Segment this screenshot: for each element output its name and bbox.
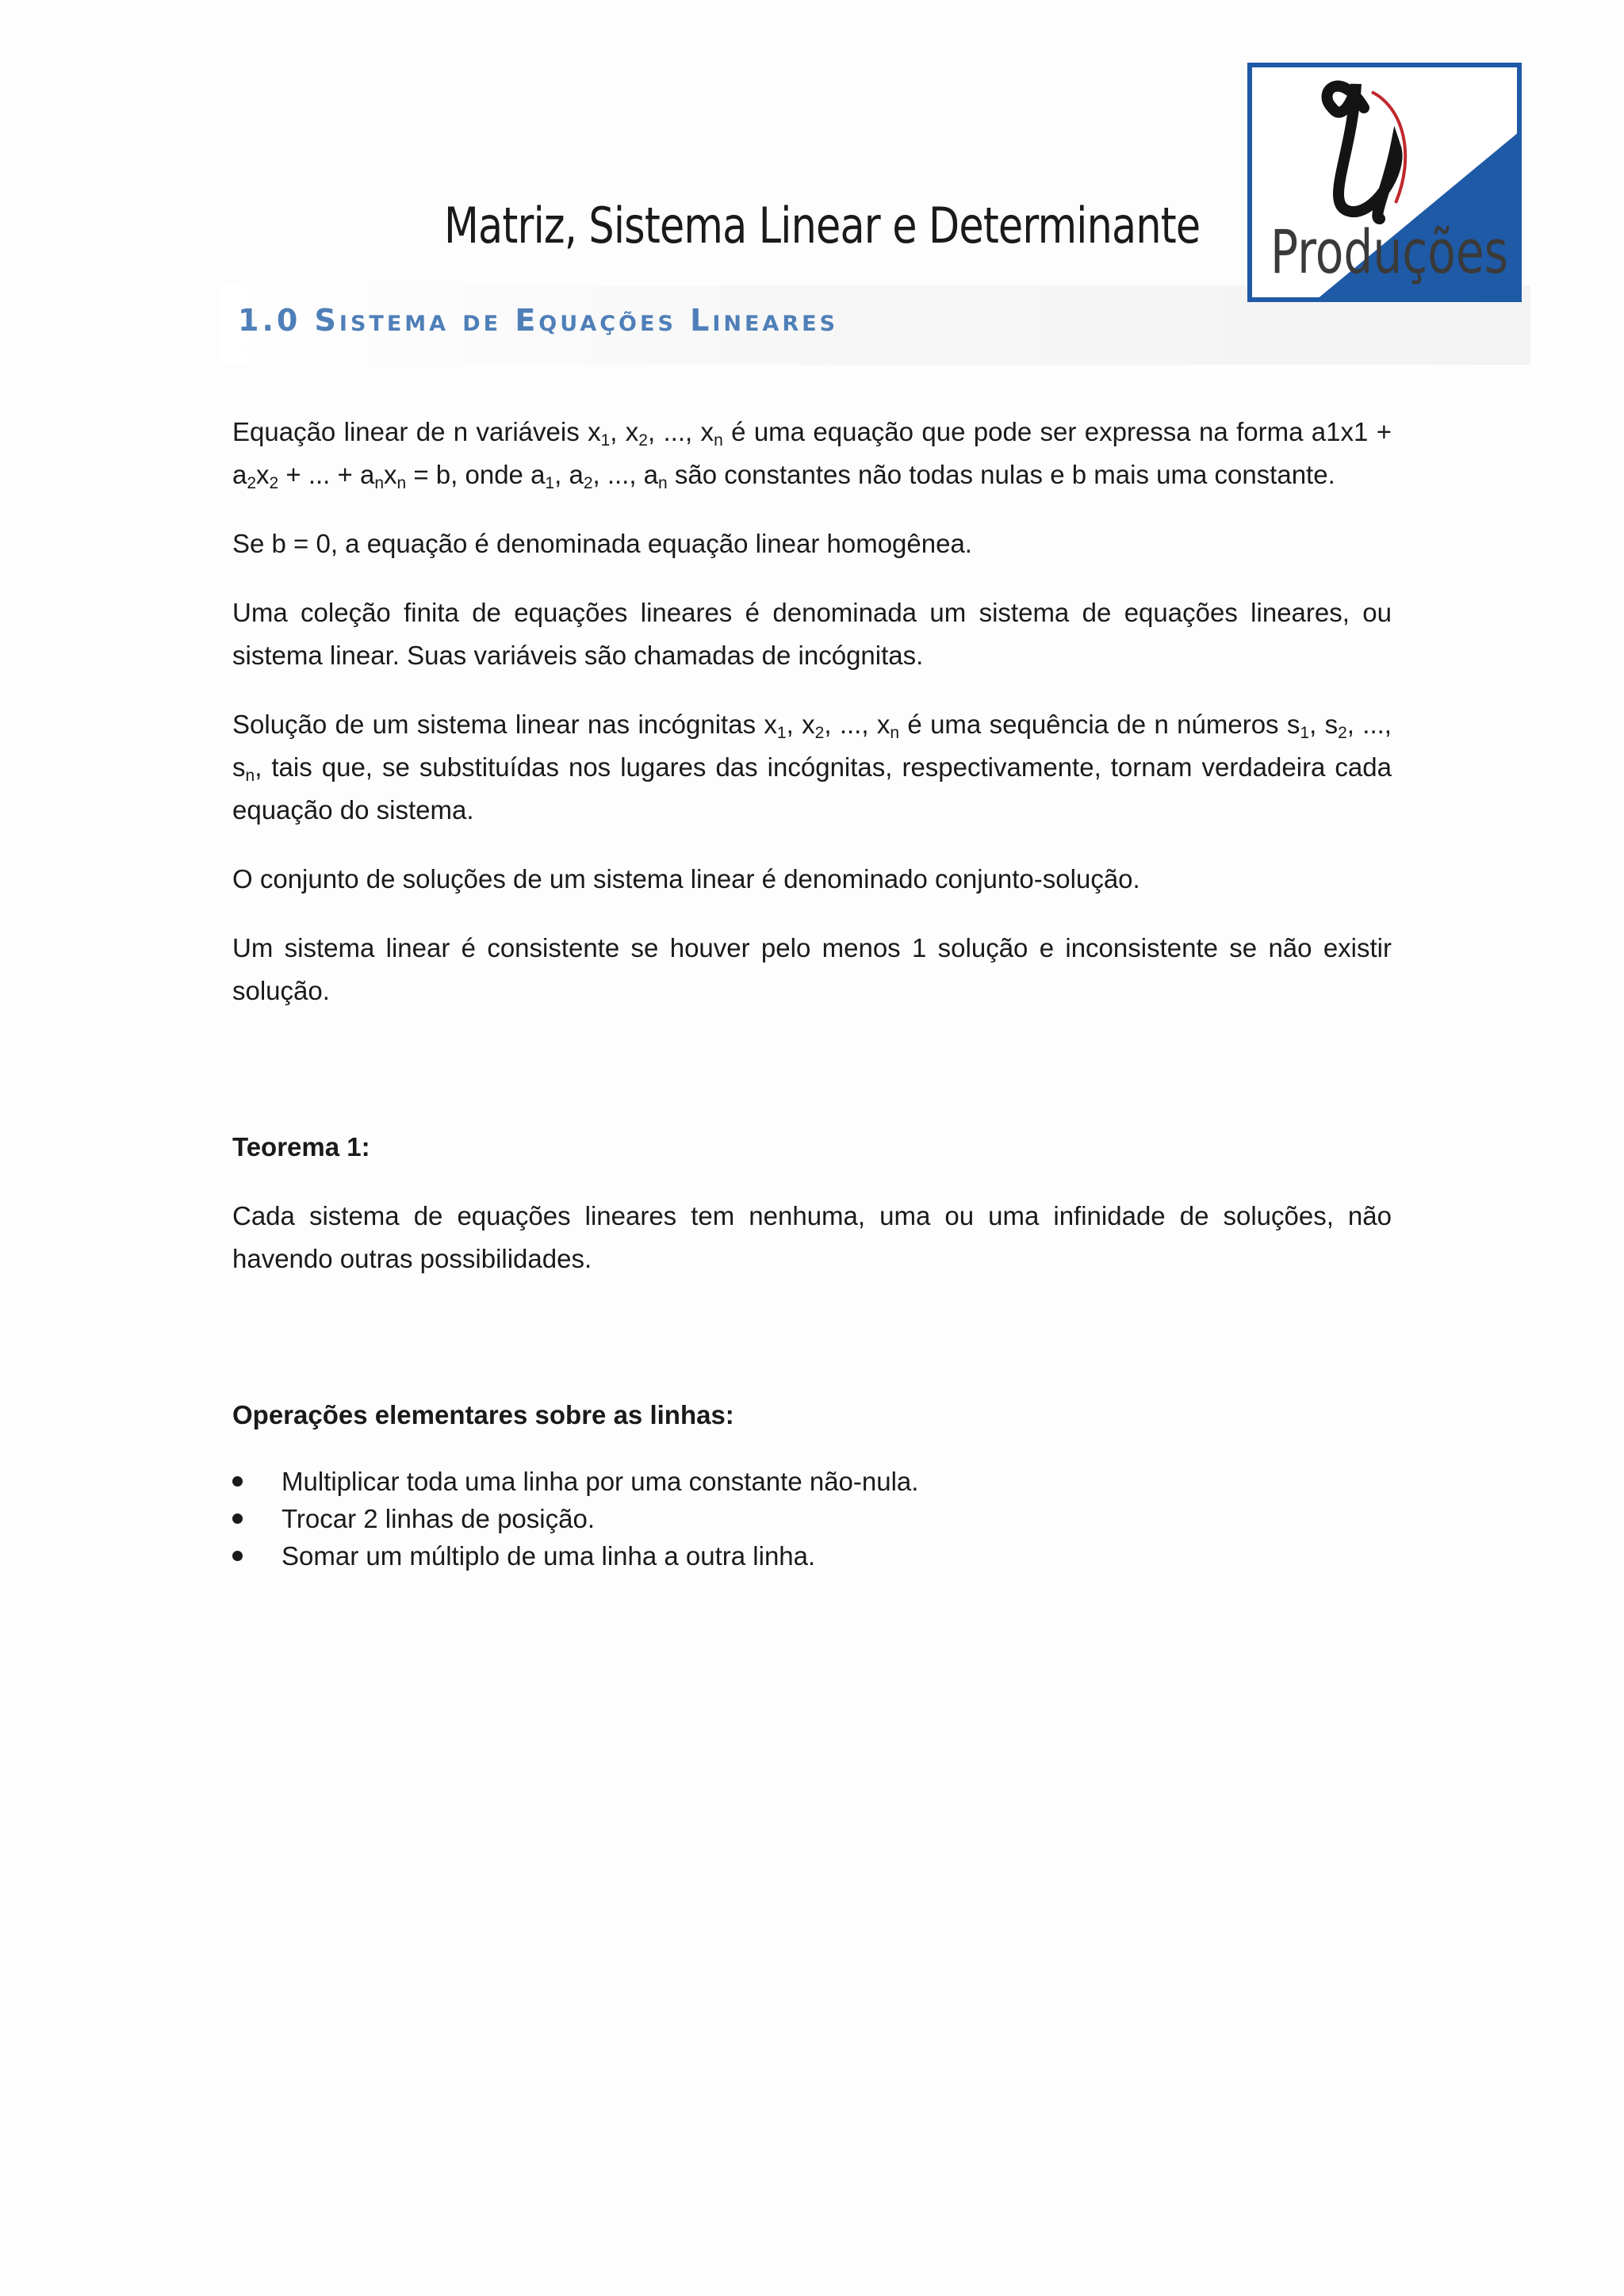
paragraph-homogeneous: Se b = 0, a equação é denominada equação linear homogênea.	[232, 529, 972, 558]
bullet-icon	[232, 1513, 243, 1524]
section-heading: 1.0 Sistema de Equações Lineares	[238, 303, 839, 338]
paragraph-system-definition: Uma coleção finita de equações lineares é denominada um sistema de equações lineares, ou sistema linear. Suas variáveis são chamadas de incógnitas.	[232, 598, 1392, 670]
list-item: Multiplicar toda uma linha por uma constante não-nula.	[232, 1463, 1392, 1500]
operations-list	[232, 1463, 1392, 1575]
logo-text: Produções	[1270, 216, 1508, 287]
theorem-text: Cada sistema de equações lineares tem nenhuma, uma ou uma infinidade de soluções, não havendo outras possibilidades.	[232, 1201, 1392, 1273]
producoes-logo	[1245, 60, 1524, 304]
paragraph-solution-set: O conjunto de soluções de um sistema linear é denominado conjunto-solução.	[232, 864, 1140, 894]
paragraph-consistency: Um sistema linear é consistente se houver pelo menos 1 solução e inconsistente se não existir solução.	[232, 933, 1392, 1005]
bullet-icon	[232, 1476, 243, 1487]
document-title: Matriz, Sistema Linear e Determinante	[444, 197, 1201, 254]
bullet-icon	[232, 1551, 243, 1561]
paragraph-linear-equation: Equação linear de n variáveis $x_1$, $x_2$, ..., $x_n$ é uma equação que pode ser expressa na forma $a1x1 + a_2x_2$ + ... + $a_nx_n = b$, onde $a_1$, $a_2$, ..., $a_n$ são constantes não todas nulas e b mais uma constante.	[232, 417, 1392, 492]
theorem-title: Teorema 1:	[232, 1132, 370, 1161]
document-body	[232, 411, 1392, 1575]
operations-title: Operações elementares sobre as linhas:	[232, 1400, 734, 1429]
paragraph-solution: Solução de um sistema linear nas incógnitas $x_1$, $x_2$, ..., $x_n$ é uma sequência de n números $s_1$, $s_2$, ..., $s_n$, tais que, se substituídas nos lugares das incógnitas, respectivamente, tornam verdadeira cada equação do sistema.	[232, 710, 1392, 825]
list-item: Trocar 2 linhas de posição.	[232, 1500, 1392, 1537]
list-item: Somar um múltiplo de uma linha a outra linha.	[232, 1537, 1392, 1575]
